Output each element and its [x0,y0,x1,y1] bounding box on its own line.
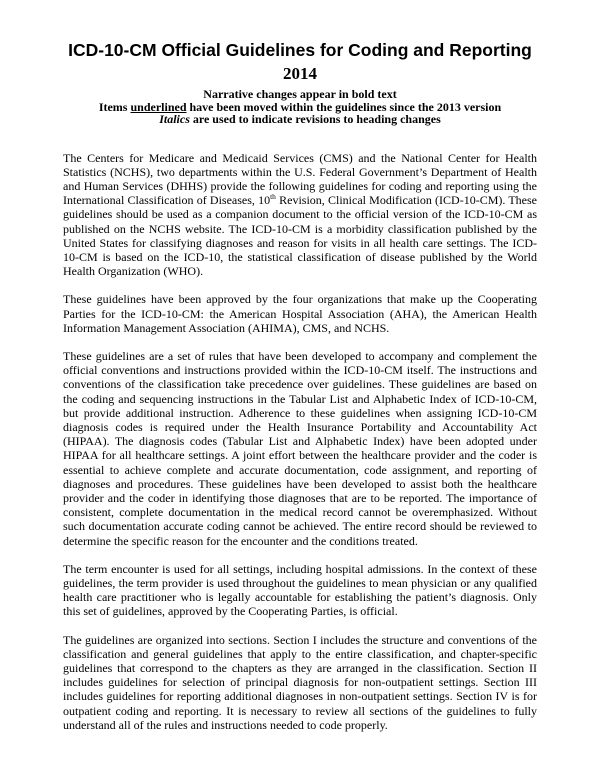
document-body [63,151,537,733]
body-paragraph: These guidelines are a set of rules that have been developed to accompany and complement the official conventions and instructions provided within the ICD-10-CM itself. The instructions and conventions of the classification take precedence over guidelines. These guidelines are based on the coding and sequencing instructions in the Tabular List and Alphabetic Index of ICD-10-CM, but provide additional instruction. Adherence to these guidelines when assigning ICD-10-CM diagnosis codes is required under the Health Insurance Portability and Accountability Act (HIPAA). The diagnosis codes (Tabular List and Alphabetic Index) have been adopted under HIPAA for all healthcare settings. A joint effort between the healthcare provider and the coder is essential to achieve complete and accurate documentation, code assignment, and reporting of diagnoses and procedures. These guidelines have been developed to assist both the healthcare provider and the coder in identifying those diagnoses that are to be reported. The importance of consistent, complete documentation in the medical record cannot be overemphasized. Without such documentation accurate coding cannot be achieved. The entire record should be reviewed to determine the specific reason for the encounter and the conditions treated. [63,348,537,548]
header-notes [63,88,537,126]
document-year: 2014 [283,64,317,83]
header-note-line: Narrative changes appear in bold text [203,87,397,101]
header-note-line: Items underlined have been moved within the guidelines since the 2013 version [98,99,502,114]
body-paragraph: The term encounter is used for all settings, including hospital admissions. In the context of these guidelines, the term provider is used throughout the guidelines to mean physician or any qualified health care practitioner who is legally accountable for establishing the patient’s diagnosis. Only this set of guidelines, approved by the Cooperating Parties, is official. [63,561,537,619]
body-paragraph: The guidelines are organized into sections. Section I includes the structure and conventions of the classification and general guidelines that apply to the entire classification, and chapter-specific guidelines that correspond to the chapters as they are arranged in the classification. Section II includes guidelines for selection of principal diagnosis for non-outpatient settings. Section III includes guidelines for reporting additional diagnoses in non-outpatient settings. Section IV is for outpatient coding and reporting. It is necessary to review all sections of the guidelines to fully understand all of the rules and instructions needed to code properly. [63,632,537,732]
body-paragraph: The Centers for Medicare and Medicaid Services (CMS) and the National Center for Health Statistics (NCHS), two departments within the U.S. Federal Government’s Department of Health and Human Services (DHHS) provide the following guidelines for coding and reporting using the International Classification of Diseases, 10th Revision, Clinical Modification (ICD-10-CM). These guidelines should be used as a companion document to the official version of the ICD-10-CM as published on the NCHS website. The ICD-10-CM is a morbidity classification published by the United States for classifying diagnoses and reason for visits in all health care settings. The ICD-10-CM is based on the ICD-10, the statistical classification of disease published by the World Health Organization (WHO). [63,150,538,279]
document-title: ICD-10-CM Official Guidelines for Coding and Reporting [68,40,532,60]
header-note-line: Italics are used to indicate revisions to heading changes [159,112,441,126]
document-header [63,40,537,126]
body-paragraph: These guidelines have been approved by the four organizations that make up the Cooperating Parties for the ICD-10-CM: the American Hospital Association (AHA), the American Health Information Management Association (AHIMA), CMS, and NCHS. [63,292,537,335]
